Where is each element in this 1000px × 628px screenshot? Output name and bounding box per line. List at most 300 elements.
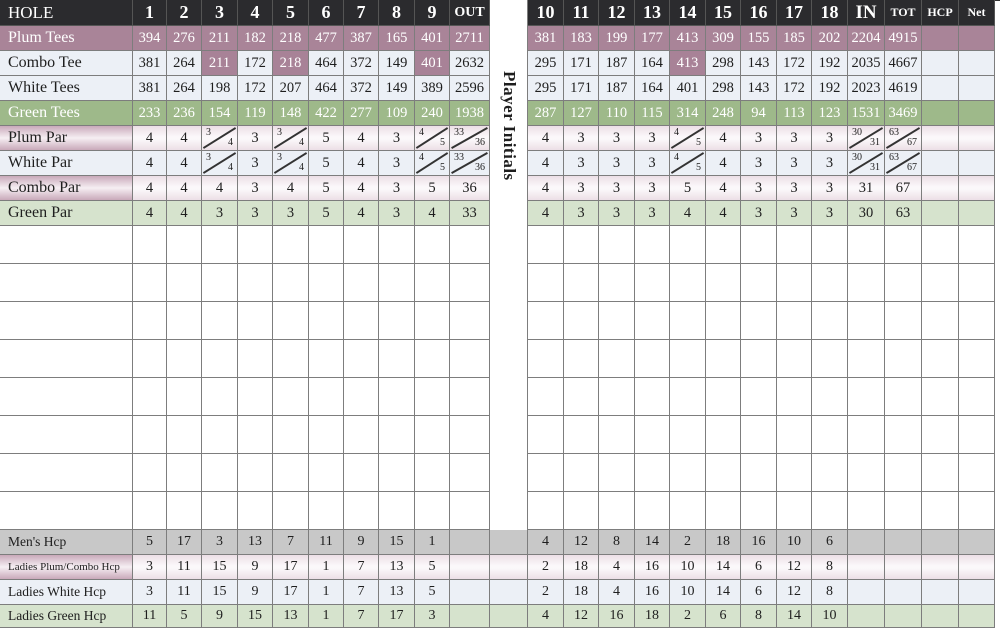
score-field[interactable] — [848, 264, 885, 302]
score-field[interactable] — [599, 340, 635, 378]
score-field[interactable] — [922, 302, 959, 340]
yardage: 295 — [528, 51, 564, 76]
score-field[interactable] — [635, 378, 670, 416]
score-field[interactable] — [670, 378, 706, 416]
score-field[interactable] — [670, 264, 706, 302]
hole-handicap: 16 — [635, 580, 670, 605]
par-value: 3 — [635, 126, 670, 151]
score-field[interactable] — [415, 492, 450, 530]
score-field[interactable] — [564, 378, 599, 416]
score-field[interactable] — [379, 302, 415, 340]
score-field[interactable] — [309, 378, 344, 416]
grand-total: 4667 — [885, 51, 922, 76]
score-field[interactable] — [564, 340, 599, 378]
score-field[interactable] — [922, 492, 959, 530]
score-field[interactable] — [599, 492, 635, 530]
par-value: 3 — [379, 126, 415, 151]
score-field[interactable] — [777, 378, 812, 416]
score-field[interactable] — [959, 378, 995, 416]
yardage: 171 — [564, 76, 599, 101]
handicap-row — [0, 580, 1000, 605]
score-field[interactable] — [564, 416, 599, 454]
yardage: 149 — [379, 76, 415, 101]
par-value: 3 — [238, 176, 273, 201]
score-field[interactable] — [415, 264, 450, 302]
hole-handicap: 11 — [167, 580, 202, 605]
hole-handicap: 6 — [706, 605, 741, 628]
hole-handicap: 18 — [564, 580, 599, 605]
player-name-field[interactable] — [0, 492, 133, 530]
score-field[interactable] — [777, 264, 812, 302]
yardage: 298 — [706, 51, 741, 76]
player-name-field[interactable] — [0, 378, 133, 416]
hole-handicap: 9 — [202, 605, 238, 628]
player-name-field[interactable] — [0, 302, 133, 340]
score-field[interactable] — [379, 340, 415, 378]
score-field[interactable] — [344, 378, 379, 416]
score-field[interactable] — [777, 226, 812, 264]
yardage: 248 — [706, 101, 741, 126]
score-field[interactable] — [309, 454, 344, 492]
score-field[interactable] — [202, 378, 238, 416]
score-field[interactable] — [741, 264, 777, 302]
score-field[interactable] — [741, 226, 777, 264]
score-field[interactable] — [885, 492, 922, 530]
hole-handicap: 1 — [309, 580, 344, 605]
score-field[interactable] — [848, 492, 885, 530]
par-value: 3 — [238, 126, 273, 151]
yardage: 123 — [812, 101, 848, 126]
score-field[interactable] — [812, 226, 848, 264]
handicap-row — [0, 555, 1000, 580]
score-field[interactable] — [238, 492, 273, 530]
score-field[interactable] — [450, 226, 490, 264]
score-field[interactable] — [528, 378, 564, 416]
yardage: 171 — [564, 51, 599, 76]
hole-handicap: 1 — [309, 555, 344, 580]
score-field[interactable] — [670, 492, 706, 530]
score-field[interactable] — [885, 264, 922, 302]
tee-name: White Tees — [0, 76, 133, 101]
score-field[interactable] — [741, 378, 777, 416]
score-field[interactable] — [202, 226, 238, 264]
score-field[interactable] — [564, 302, 599, 340]
score-field[interactable] — [599, 454, 635, 492]
score-field[interactable] — [309, 226, 344, 264]
score-field[interactable] — [379, 226, 415, 264]
score-field[interactable] — [450, 454, 490, 492]
hole-number: 9 — [415, 0, 450, 26]
score-field[interactable] — [202, 454, 238, 492]
score-field[interactable] — [167, 416, 202, 454]
hole-number: 8 — [379, 0, 415, 26]
score-field[interactable] — [564, 264, 599, 302]
score-field[interactable] — [202, 340, 238, 378]
score-field[interactable] — [706, 416, 741, 454]
hole-handicap: 14 — [777, 605, 812, 628]
hole-handicap: 8 — [812, 580, 848, 605]
split-par — [202, 151, 237, 175]
yardage: 165 — [379, 26, 415, 51]
score-field[interactable] — [528, 264, 564, 302]
score-field[interactable] — [309, 340, 344, 378]
score-field[interactable] — [599, 302, 635, 340]
score-field[interactable] — [848, 302, 885, 340]
score-field[interactable] — [741, 454, 777, 492]
score-field[interactable] — [885, 302, 922, 340]
score-field[interactable] — [167, 492, 202, 530]
score-field[interactable] — [564, 226, 599, 264]
hole-number: 13 — [635, 0, 670, 26]
score-field[interactable] — [273, 302, 309, 340]
score-field[interactable] — [167, 264, 202, 302]
score-field[interactable] — [741, 302, 777, 340]
score-field[interactable] — [133, 340, 167, 378]
score-field[interactable] — [848, 454, 885, 492]
score-field[interactable] — [202, 302, 238, 340]
par-value: 3 — [777, 126, 812, 151]
hole-handicap: 13 — [379, 555, 415, 580]
score-field[interactable] — [344, 264, 379, 302]
score-field[interactable] — [922, 416, 959, 454]
score-field[interactable] — [635, 264, 670, 302]
score-field[interactable] — [777, 340, 812, 378]
score-field[interactable] — [238, 416, 273, 454]
yardage: 149 — [379, 51, 415, 76]
hole-handicap: 15 — [238, 605, 273, 628]
par-value: 3 — [741, 151, 777, 176]
hole-number: 15 — [706, 0, 741, 26]
par-value: 4 — [133, 176, 167, 201]
net-cell — [959, 51, 995, 76]
score-field[interactable] — [309, 492, 344, 530]
player-name-field[interactable] — [0, 340, 133, 378]
score-field[interactable] — [344, 454, 379, 492]
total-par: 63 — [885, 201, 922, 226]
score-field[interactable] — [670, 302, 706, 340]
out-total: 2711 — [450, 26, 490, 51]
score-field[interactable] — [528, 416, 564, 454]
score-field[interactable] — [706, 492, 741, 530]
score-field[interactable] — [959, 416, 995, 454]
score-field[interactable] — [777, 416, 812, 454]
score-field[interactable] — [706, 378, 741, 416]
par-value: 4 — [344, 126, 379, 151]
yardage: 264 — [167, 51, 202, 76]
score-field[interactable] — [167, 302, 202, 340]
score-field[interactable] — [959, 302, 995, 340]
yardage: 264 — [167, 76, 202, 101]
score-field[interactable] — [528, 454, 564, 492]
hole-number: 18 — [812, 0, 848, 26]
score-field[interactable] — [273, 454, 309, 492]
score-field[interactable] — [848, 340, 885, 378]
hole-handicap: 6 — [812, 530, 848, 555]
score-field[interactable] — [599, 264, 635, 302]
par-bottom: 36 — [475, 162, 485, 173]
hole-handicap: 7 — [344, 555, 379, 580]
score-field[interactable] — [528, 226, 564, 264]
hcp-cell — [922, 51, 959, 76]
score-field[interactable] — [670, 226, 706, 264]
score-field[interactable] — [564, 492, 599, 530]
score-field[interactable] — [922, 454, 959, 492]
hole-handicap: 11 — [167, 555, 202, 580]
score-field[interactable] — [885, 454, 922, 492]
score-field[interactable] — [670, 340, 706, 378]
score-field[interactable] — [959, 492, 995, 530]
score-field[interactable] — [812, 416, 848, 454]
score-field[interactable] — [885, 378, 922, 416]
score-field[interactable] — [273, 492, 309, 530]
score-field[interactable] — [885, 226, 922, 264]
score-field[interactable] — [133, 264, 167, 302]
yardage: 115 — [635, 101, 670, 126]
score-field[interactable] — [344, 226, 379, 264]
hcp-cell — [922, 26, 959, 51]
score-field[interactable] — [528, 340, 564, 378]
par-value: 3 — [812, 126, 848, 151]
hole-handicap: 15 — [202, 555, 238, 580]
score-field[interactable] — [812, 302, 848, 340]
score-field[interactable] — [670, 416, 706, 454]
total-blank — [848, 580, 885, 605]
score-field[interactable] — [706, 340, 741, 378]
score-field[interactable] — [167, 378, 202, 416]
score-field[interactable] — [528, 492, 564, 530]
hcp-cell — [922, 101, 959, 126]
score-field[interactable] — [635, 454, 670, 492]
score-field[interactable] — [133, 492, 167, 530]
score-field[interactable] — [741, 340, 777, 378]
hole-handicap: 4 — [599, 555, 635, 580]
hole-number: 16 — [741, 0, 777, 26]
tot-header: TOT — [885, 0, 922, 26]
score-field[interactable] — [706, 226, 741, 264]
score-field[interactable] — [670, 454, 706, 492]
net-cell — [959, 26, 995, 51]
score-field[interactable] — [133, 416, 167, 454]
score-field[interactable] — [777, 492, 812, 530]
total-blank — [922, 605, 959, 628]
par-name: Combo Par — [0, 176, 133, 201]
score-field[interactable] — [344, 302, 379, 340]
score-field[interactable] — [812, 492, 848, 530]
score-field[interactable] — [167, 226, 202, 264]
par-value — [202, 151, 238, 176]
hole-handicap: 10 — [670, 555, 706, 580]
hole-handicap: 17 — [379, 605, 415, 628]
score-field[interactable] — [309, 302, 344, 340]
score-field[interactable] — [273, 340, 309, 378]
yardage: 372 — [344, 51, 379, 76]
score-field[interactable] — [415, 454, 450, 492]
score-field[interactable] — [133, 378, 167, 416]
score-field[interactable] — [450, 264, 490, 302]
net-cell — [959, 151, 995, 176]
score-field[interactable] — [812, 378, 848, 416]
split-par — [450, 151, 489, 175]
par-value: 3 — [741, 201, 777, 226]
hole-handicap: 3 — [133, 580, 167, 605]
par-value: 3 — [379, 201, 415, 226]
par-value: 3 — [741, 176, 777, 201]
tee-name: Green Tees — [0, 101, 133, 126]
score-field[interactable] — [415, 416, 450, 454]
yardage: 295 — [528, 76, 564, 101]
yardage: 211 — [202, 26, 238, 51]
score-field[interactable] — [133, 226, 167, 264]
score-field[interactable] — [777, 302, 812, 340]
par-value: 5 — [415, 176, 450, 201]
par-value — [670, 151, 706, 176]
out-par: 33 — [450, 201, 490, 226]
score-field[interactable] — [599, 416, 635, 454]
par-value: 3 — [777, 201, 812, 226]
score-field[interactable] — [922, 340, 959, 378]
score-field[interactable] — [344, 340, 379, 378]
score-field[interactable] — [344, 416, 379, 454]
score-field[interactable] — [133, 302, 167, 340]
score-field[interactable] — [812, 264, 848, 302]
hole-handicap: 13 — [379, 580, 415, 605]
total-blank — [959, 605, 995, 628]
yardage: 401 — [415, 26, 450, 51]
score-field[interactable] — [450, 416, 490, 454]
total-blank — [959, 555, 995, 580]
score-field[interactable] — [959, 340, 995, 378]
score-field[interactable] — [450, 378, 490, 416]
score-field[interactable] — [635, 226, 670, 264]
score-field[interactable] — [273, 378, 309, 416]
score-field[interactable] — [379, 416, 415, 454]
score-field[interactable] — [922, 378, 959, 416]
score-field[interactable] — [706, 454, 741, 492]
par-value: 3 — [238, 201, 273, 226]
hole-handicap: 11 — [133, 605, 167, 628]
score-field[interactable] — [202, 416, 238, 454]
player-name-field[interactable] — [0, 416, 133, 454]
score-field[interactable] — [635, 416, 670, 454]
player-name-field[interactable] — [0, 264, 133, 302]
score-field[interactable] — [450, 302, 490, 340]
score-field[interactable] — [635, 302, 670, 340]
score-field[interactable] — [133, 454, 167, 492]
hcp-cell — [922, 176, 959, 201]
yardage: 394 — [133, 26, 167, 51]
hole-handicap: 16 — [635, 555, 670, 580]
score-field[interactable] — [238, 302, 273, 340]
score-field[interactable] — [741, 492, 777, 530]
total-blank — [848, 605, 885, 628]
score-field[interactable] — [635, 492, 670, 530]
par-value: 4 — [706, 151, 741, 176]
par-value: 3 — [599, 201, 635, 226]
score-field[interactable] — [599, 378, 635, 416]
score-field[interactable] — [848, 416, 885, 454]
score-field[interactable] — [309, 416, 344, 454]
score-field[interactable] — [959, 454, 995, 492]
in-total: 2204 — [848, 26, 885, 51]
score-field[interactable] — [959, 226, 995, 264]
par-value: 3 — [379, 176, 415, 201]
par-top: 30 — [852, 127, 862, 138]
score-field[interactable] — [238, 454, 273, 492]
score-field[interactable] — [238, 340, 273, 378]
player-name-field[interactable] — [0, 454, 133, 492]
score-field[interactable] — [202, 264, 238, 302]
total-blank — [922, 555, 959, 580]
score-field[interactable] — [635, 340, 670, 378]
out-par — [450, 126, 490, 151]
par-top: 4 — [419, 152, 424, 163]
score-field[interactable] — [741, 416, 777, 454]
score-field[interactable] — [238, 264, 273, 302]
score-field[interactable] — [379, 492, 415, 530]
hole-handicap: 2 — [670, 605, 706, 628]
score-field[interactable] — [379, 454, 415, 492]
score-field[interactable] — [309, 264, 344, 302]
yardage: 187 — [599, 76, 635, 101]
score-field[interactable] — [167, 454, 202, 492]
score-field[interactable] — [273, 226, 309, 264]
score-field[interactable] — [238, 226, 273, 264]
par-value: 3 — [777, 176, 812, 201]
score-field[interactable] — [450, 492, 490, 530]
par-bottom: 4 — [299, 162, 304, 173]
score-field[interactable] — [167, 340, 202, 378]
score-field[interactable] — [812, 454, 848, 492]
score-field[interactable] — [706, 264, 741, 302]
score-field[interactable] — [885, 416, 922, 454]
hole-handicap: 7 — [344, 605, 379, 628]
handicap-label: Ladies White Hcp — [0, 580, 133, 605]
score-field[interactable] — [238, 378, 273, 416]
hole-handicap: 10 — [670, 580, 706, 605]
out-total: 2596 — [450, 76, 490, 101]
score-field[interactable] — [415, 340, 450, 378]
score-field[interactable] — [379, 378, 415, 416]
yardage: 207 — [273, 76, 309, 101]
score-field[interactable] — [777, 454, 812, 492]
score-field[interactable] — [202, 492, 238, 530]
score-field[interactable] — [599, 226, 635, 264]
hole-handicap: 17 — [167, 530, 202, 555]
player-name-field[interactable] — [0, 226, 133, 264]
score-field[interactable] — [415, 302, 450, 340]
score-field[interactable] — [528, 302, 564, 340]
hole-number: 10 — [528, 0, 564, 26]
score-field[interactable] — [273, 416, 309, 454]
score-field[interactable] — [812, 340, 848, 378]
score-field[interactable] — [450, 340, 490, 378]
initials-entry-column[interactable] — [490, 226, 528, 530]
score-field[interactable] — [415, 378, 450, 416]
score-field[interactable] — [959, 264, 995, 302]
score-field[interactable] — [564, 454, 599, 492]
score-field[interactable] — [344, 492, 379, 530]
score-field[interactable] — [415, 226, 450, 264]
score-field[interactable] — [379, 264, 415, 302]
score-field[interactable] — [706, 302, 741, 340]
score-field[interactable] — [922, 264, 959, 302]
score-field[interactable] — [273, 264, 309, 302]
score-field[interactable] — [848, 378, 885, 416]
score-field[interactable] — [848, 226, 885, 264]
score-field[interactable] — [922, 226, 959, 264]
score-field[interactable] — [885, 340, 922, 378]
total-par: 67 — [885, 176, 922, 201]
